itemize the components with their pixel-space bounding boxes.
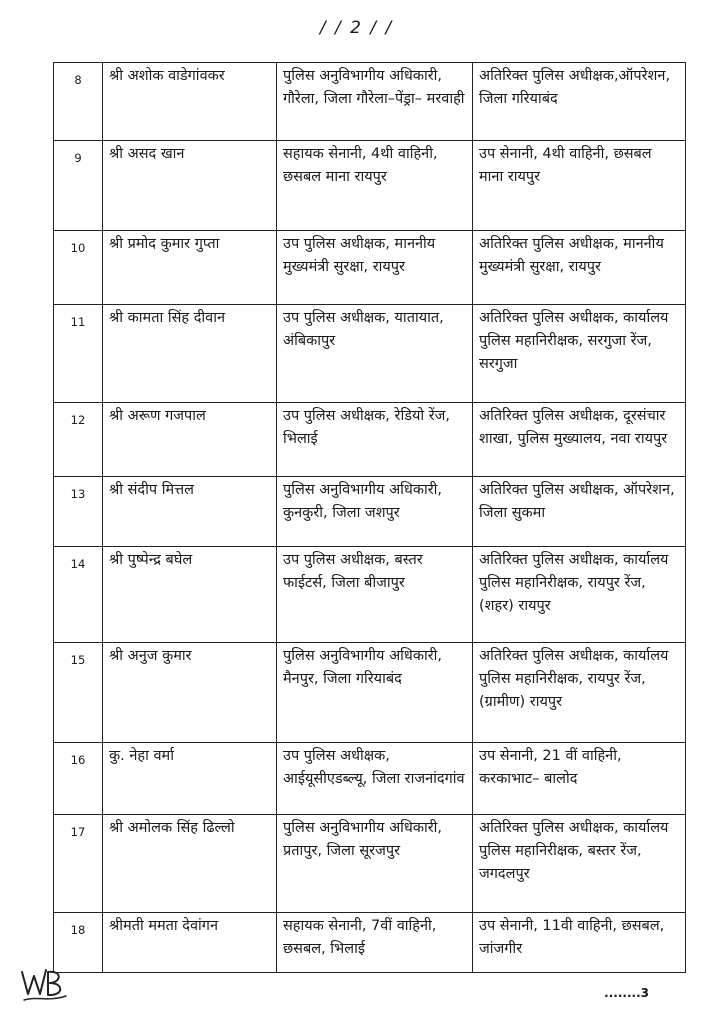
table-row <box>54 63 686 141</box>
serial-number: 14 <box>54 547 103 643</box>
table-row <box>54 547 686 643</box>
officer-name: श्री अशोक वाडेगांवकर <box>103 63 277 141</box>
current-posting: सहायक सेनानी, 4थी वाहिनी, छसबल माना रायपुर <box>277 141 473 231</box>
officer-name: श्री प्रमोद कुमार गुप्ता <box>103 231 277 305</box>
table-row <box>54 141 686 231</box>
new-posting: अतिरिक्त पुलिस अधीक्षक, ऑपरेशन, जिला सुकमा <box>473 477 686 547</box>
new-posting: अतिरिक्त पुलिस अधीक्षक, दूरसंचार शाखा, पुलिस मुख्यालय, नवा रायपुर <box>473 403 686 477</box>
serial-number: 9 <box>54 141 103 231</box>
serial-number: 12 <box>54 403 103 477</box>
page-number: / / 2 / / <box>319 18 394 38</box>
serial-number: 18 <box>54 913 103 973</box>
new-posting: अतिरिक्त पुलिस अधीक्षक,ऑपरेशन, जिला गरियाबंद <box>473 63 686 141</box>
table-row <box>54 477 686 547</box>
current-posting: पुलिस अनुविभागीय अधिकारी, मैनपुर, जिला गरियाबंद <box>277 643 473 743</box>
current-posting: सहायक सेनानी, 7वीं वाहिनी, छसबल, भिलाई <box>277 913 473 973</box>
new-posting: अतिरिक्त पुलिस अधीक्षक, कार्यालय पुलिस महानिरीक्षक, सरगुजा रेंज, सरगुजा <box>473 305 686 403</box>
officer-name: श्री पुष्पेन्द्र बघेल <box>103 547 277 643</box>
new-posting: उप सेनानी, 11वी वाहिनी, छसबल, जांजगीर <box>473 913 686 973</box>
officer-name: श्री अनुज कुमार <box>103 643 277 743</box>
current-posting: पुलिस अनुविभागीय अधिकारी, प्रतापुर, जिला सूरजपुर <box>277 815 473 913</box>
serial-number: 16 <box>54 743 103 815</box>
officer-name: श्रीमती ममता देवांगन <box>103 913 277 973</box>
new-posting: उप सेनानी, 4थी वाहिनी, छसबल माना रायपुर <box>473 141 686 231</box>
officer-name: कु. नेहा वर्मा <box>103 743 277 815</box>
current-posting: उप पुलिस अधीक्षक, माननीय मुख्यमंत्री सुरक्षा, रायपुर <box>277 231 473 305</box>
officer-name: श्री कामता सिंह दीवान <box>103 305 277 403</box>
table-row <box>54 231 686 305</box>
new-posting: अतिरिक्त पुलिस अधीक्षक, कार्यालय पुलिस महानिरीक्षक, बस्तर रेंज, जगदलपुर <box>473 815 686 913</box>
table-row <box>54 643 686 743</box>
continuation-marker: ........3 <box>604 986 649 1000</box>
table-row <box>54 913 686 973</box>
new-posting: अतिरिक्त पुलिस अधीक्षक, कार्यालय पुलिस महानिरीक्षक, रायपुर रेंज,(शहर) रायपुर <box>473 547 686 643</box>
current-posting: उप पुलिस अधीक्षक, यातायात, अंबिकापुर <box>277 305 473 403</box>
signature-initials <box>18 962 72 1010</box>
serial-number: 13 <box>54 477 103 547</box>
serial-number: 10 <box>54 231 103 305</box>
current-posting: उप पुलिस अधीक्षक, आईयूसीएडब्ल्यू, जिला राजनांदगांव <box>277 743 473 815</box>
officer-name: श्री संदीप मित्तल <box>103 477 277 547</box>
table-row <box>54 743 686 815</box>
transfer-table <box>53 62 686 973</box>
new-posting: अतिरिक्त पुलिस अधीक्षक, कार्यालय पुलिस महानिरीक्षक, रायपुर रेंज,(ग्रामीण) रायपुर <box>473 643 686 743</box>
table-row <box>54 403 686 477</box>
current-posting: पुलिस अनुविभागीय अधिकारी, गौरेला, जिला गौरेला–पेंड्रा– मरवाही <box>277 63 473 141</box>
current-posting: उप पुलिस अधीक्षक, बस्तर फाईटर्स, जिला बीजापुर <box>277 547 473 643</box>
serial-number: 8 <box>54 63 103 141</box>
serial-number: 15 <box>54 643 103 743</box>
current-posting: उप पुलिस अधीक्षक, रेडियो रेंज, भिलाई <box>277 403 473 477</box>
officer-name: श्री अमोलक सिंह ढिल्लो <box>103 815 277 913</box>
new-posting: अतिरिक्त पुलिस अधीक्षक, माननीय मुख्यमंत्री सुरक्षा, रायपुर <box>473 231 686 305</box>
serial-number: 11 <box>54 305 103 403</box>
new-posting: उप सेनानी, 21 वीं वाहिनी, करकाभाट– बालोद <box>473 743 686 815</box>
officer-name: श्री अरूण गजपाल <box>103 403 277 477</box>
officer-name: श्री असद खान <box>103 141 277 231</box>
serial-number: 17 <box>54 815 103 913</box>
current-posting: पुलिस अनुविभागीय अधिकारी, कुनकुरी, जिला जशपुर <box>277 477 473 547</box>
table-row <box>54 305 686 403</box>
table-row <box>54 815 686 913</box>
